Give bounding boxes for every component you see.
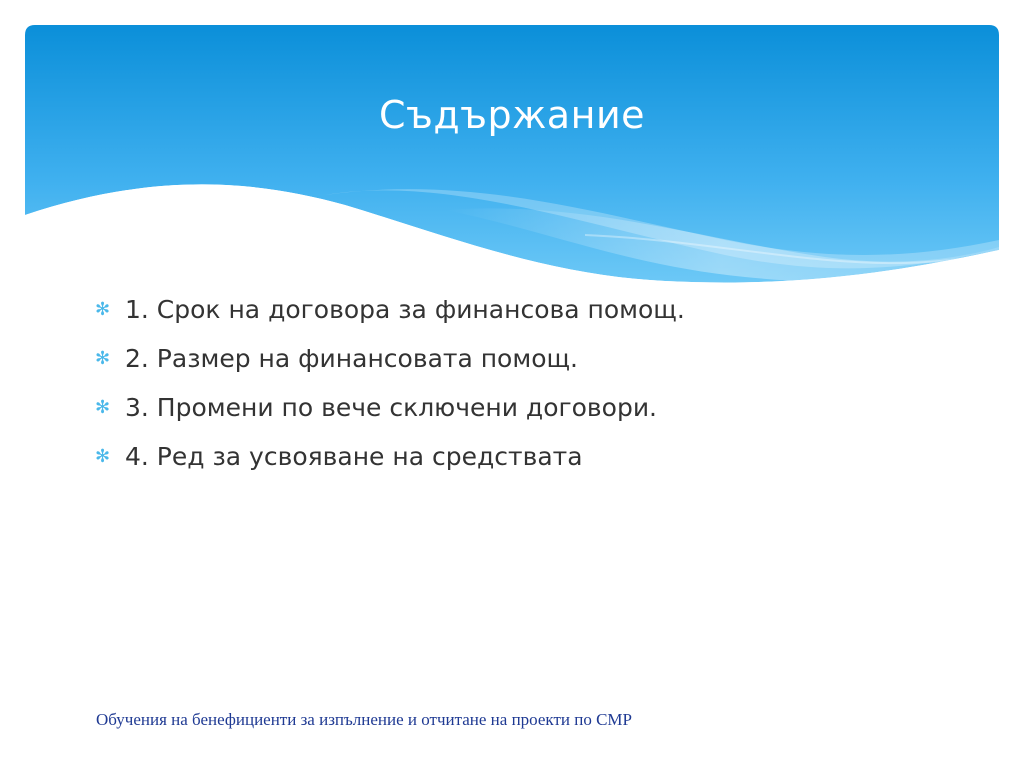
list-item	[95, 334, 975, 383]
slide-footer: Обучения на бенефициенти за изпълнение и отчитане на проекти по СМР	[96, 710, 632, 729]
bullet-list	[95, 285, 975, 481]
list-item-text: 1. Срок на договора за финансова помощ.	[125, 295, 685, 324]
asterisk-icon: ✻	[95, 347, 111, 369]
list-item-text: 3. Промени по вече сключени договори.	[125, 393, 658, 422]
list-item-text: 2. Размер на финансовата помощ.	[125, 344, 579, 373]
wave-background	[25, 25, 999, 285]
asterisk-icon: ✻	[95, 396, 111, 418]
header-banner	[25, 25, 999, 285]
list-item-text: 4. Ред за усвояване на средствата	[125, 442, 583, 471]
slide-title: Съдържание	[378, 93, 646, 137]
asterisk-icon: ✻	[95, 298, 111, 320]
list-item	[95, 432, 975, 481]
list-item	[95, 285, 975, 334]
asterisk-icon: ✻	[95, 445, 111, 467]
list-item	[95, 383, 975, 432]
